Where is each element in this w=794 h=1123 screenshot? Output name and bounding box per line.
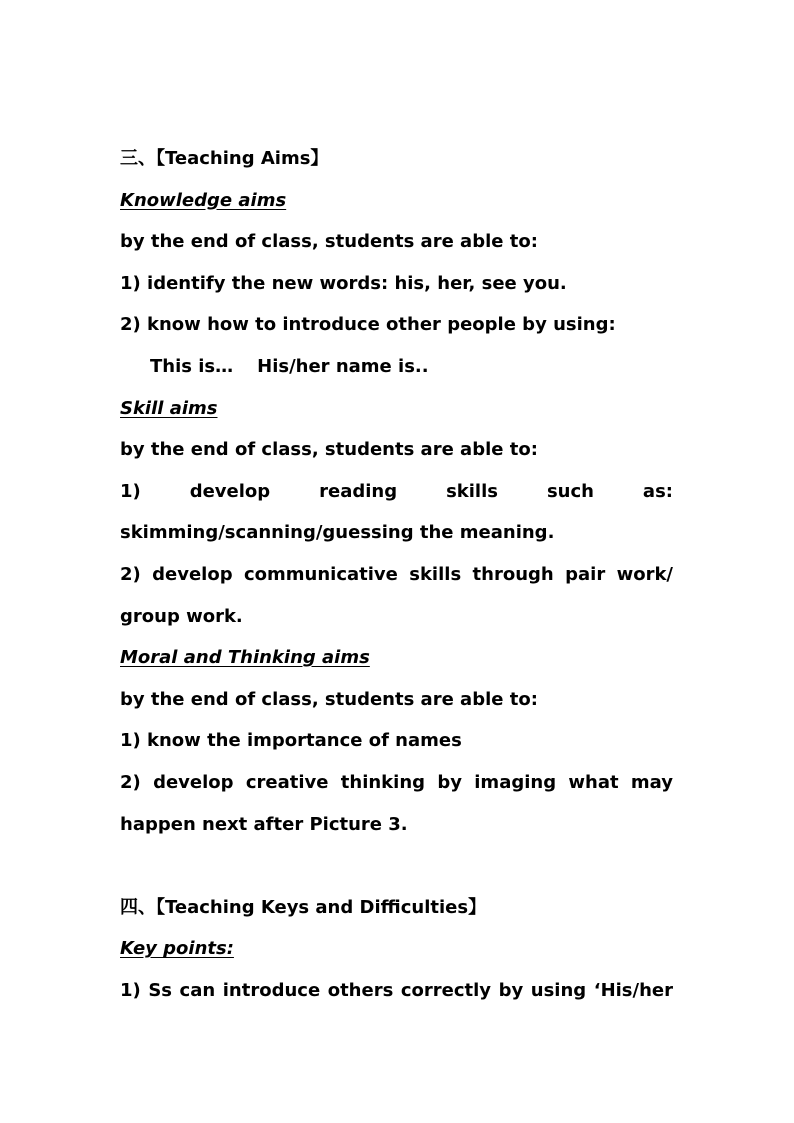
moral-aims-item-1: 1) know the importance of names (120, 730, 462, 752)
moral-aims-title-text: Moral and Thinking aims (120, 647, 370, 669)
skill-aims-item-1-line-1: 1) develop reading skills such as: (120, 480, 673, 502)
key-points-item-1-line-1: 1) Ss can introduce others correctly by using ‘His/her (120, 979, 673, 1001)
knowledge-aims-title-text: Knowledge aims (120, 189, 287, 211)
skill-aims-item-1-line-2: skimming/scanning/guessing the meaning. (120, 522, 555, 544)
skill-aims-item-2-line-2: group work. (120, 605, 243, 627)
section-gap (120, 845, 673, 887)
knowledge-aims-patterns (120, 346, 673, 388)
document-content (120, 138, 673, 1011)
section-three-heading: 三、【Teaching Aims】 (120, 148, 329, 169)
skill-aims-item-2-line-1: 2) develop communicative skills through pair work/ (120, 563, 673, 585)
skill-aims-intro: by the end of class, students are able to: (120, 439, 538, 461)
moral-aims-title (120, 637, 673, 679)
moral-aims-intro: by the end of class, students are able to: (120, 688, 538, 710)
knowledge-aims-item-1: 1) identify the new words: his, her, see you. (120, 272, 567, 294)
skill-aims-title (120, 388, 673, 430)
knowledge-aims-item-2: 2) know how to introduce other people by using: (120, 314, 616, 336)
skill-aims-title-text: Skill aims (120, 397, 218, 419)
pattern-this-is: This is… (150, 355, 234, 377)
section-four-heading: 四、【Teaching Keys and Difficulties】 (120, 896, 487, 918)
pattern-his-her-name: His/her name is.. (257, 355, 429, 377)
key-points-title-text: Key points: (120, 938, 234, 960)
key-points-title (120, 928, 673, 970)
moral-aims-item-2-line-2: happen next after Picture 3. (120, 813, 408, 835)
moral-aims-item-2-line-1: 2) develop creative thinking by imaging what may (120, 771, 673, 793)
knowledge-aims-title (120, 180, 673, 222)
knowledge-aims-intro: by the end of class, students are able to: (120, 231, 538, 253)
